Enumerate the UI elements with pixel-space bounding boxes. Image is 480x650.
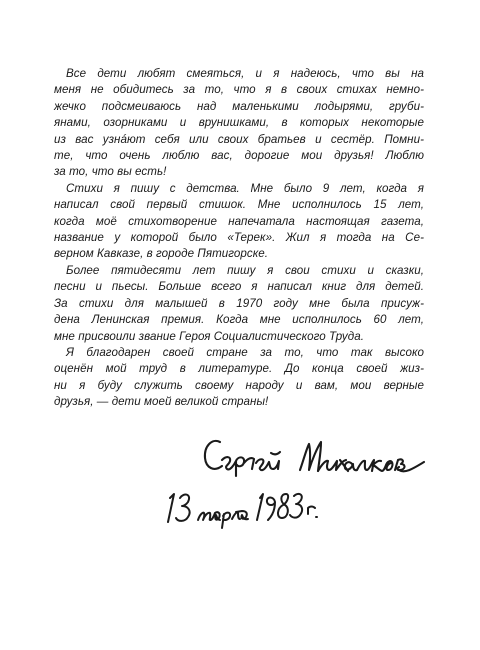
text-line: Более пятидесяти лет пишу я свои стихи и сказки, (66, 263, 424, 277)
text-line: написал свой первый стишок. Мне исполнилось 15 лет, (54, 198, 424, 212)
text-line: за то, что вы есть! (54, 165, 167, 179)
handwritten-date (162, 482, 322, 532)
text-line: дена Ленинская премия. Когда мне исполнилось 60 лет, (54, 313, 424, 327)
text-line: жечко подсмеиваюсь над маленькими лодырями, груби- (54, 99, 424, 113)
text-line: оценён мой труд в литературе. До конца своей жиз- (54, 362, 424, 376)
text-line: друзья, — дети моей великой страны! (54, 395, 269, 409)
text-line: Я благодарен своей стране за то, что так высоко (66, 345, 424, 359)
text-line: из вас узнáют себя или своих братьев и сестёр. Помни- (54, 132, 424, 146)
text-line: песни и пьесы. Больше всего я написал книг для детей. (54, 280, 424, 294)
text-line: Стихи я пишу с детства. Мне было 9 лет, когда я (66, 181, 424, 195)
text-line: название у которой было «Терек». Жил я тогда на Се- (54, 231, 424, 245)
text-line: Все дети любят смеяться, и я надеюсь, что вы на (66, 67, 424, 80)
letter-body (54, 66, 424, 411)
paragraph-2 (54, 181, 424, 263)
paragraph-3 (54, 263, 424, 345)
text-line: мне присвоили звание Героя Социалистического Труда. (54, 329, 364, 343)
text-line: когда моё стихотворение напечатала настоящая газета, (54, 214, 424, 228)
text-line: янами, озорниками и врунишками, в которых некоторые (54, 116, 424, 130)
text-line: те, что очень люблю вас, дорогие мои друзья! Люблю (54, 149, 424, 163)
text-line: верном Кавказе, в городе Пятигорске. (54, 247, 269, 261)
text-line: За стихи для малышей в 1970 году мне была присуж- (54, 296, 424, 310)
handwritten-signature (200, 430, 432, 490)
text-line: ни я буду служить своему народу и вам, мои верные (54, 378, 424, 392)
text-line: меня не обидитесь за то, что я в своих стихах немно- (54, 83, 424, 97)
paragraph-1 (54, 66, 424, 181)
paragraph-4 (54, 345, 424, 411)
